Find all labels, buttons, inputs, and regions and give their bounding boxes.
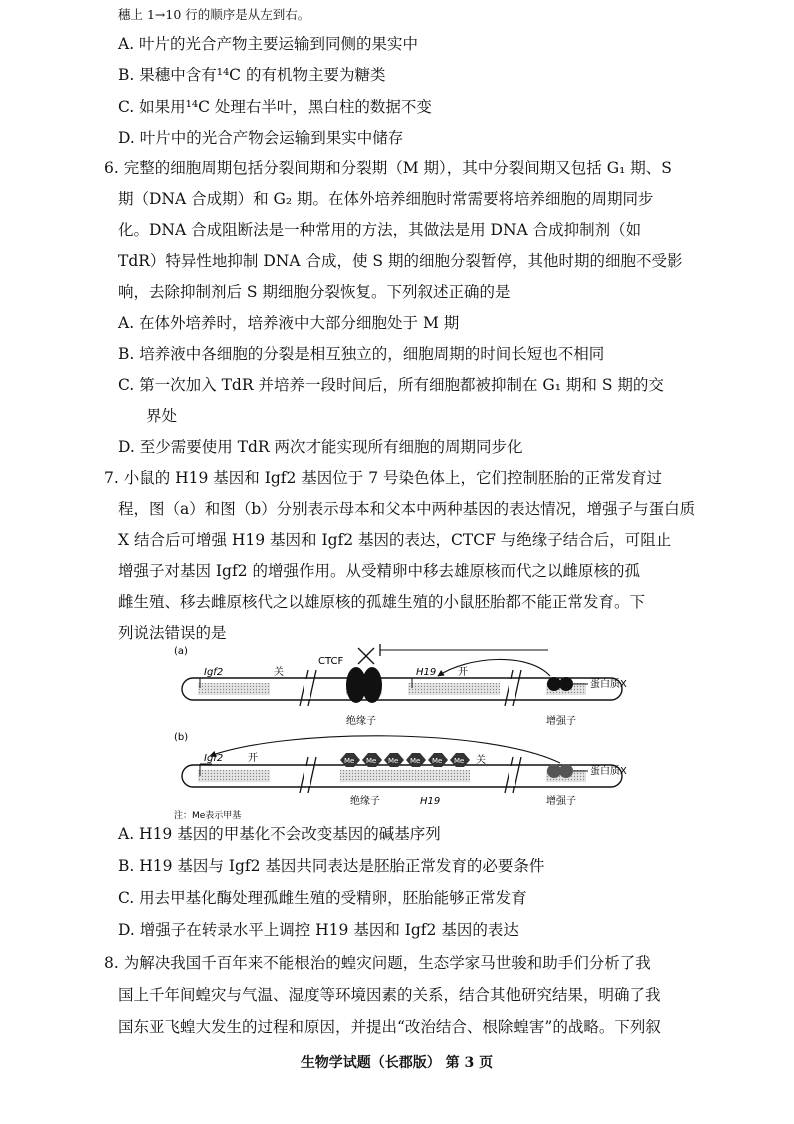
q6-stem: 6. 完整的细胞周期包括分裂间期和分裂期（M 期），其中分裂间期又包括 G₁ 期、S xyxy=(104,159,672,177)
igf2-gene-a xyxy=(198,683,270,695)
insulator-label-a: 绝缘子 xyxy=(346,716,376,727)
enhancer-label-a: 增强子 xyxy=(546,716,576,727)
h19-gene-a xyxy=(408,683,500,695)
methyl-label: Me xyxy=(388,757,399,765)
q6-stem: 化。DNA 合成阻断法是一种常用的方法，其做法是用 DNA 合成抑制剂（如 xyxy=(118,221,642,239)
q6-option-c: C. 第一次加入 TdR 并培养一段时间后，所有细胞都被抑制在 G₁ 期和 S 期的交 xyxy=(118,376,664,394)
q6-stem: 期（DNA 合成期）和 G₂ 期。在体外培养细胞时常需要将培养细胞的周期同步 xyxy=(118,190,654,208)
igf2-gene-b xyxy=(198,770,270,782)
q7-option-d: D. 增强子在转录水平上调控 H19 基因和 Igf2 基因的表达 xyxy=(118,921,519,939)
q5-option-a: A. 叶片的光合产物主要运输到同侧的果实中 xyxy=(118,35,419,53)
insulator-label-b: 绝缘子 xyxy=(350,796,380,807)
h19-label-b: H19 xyxy=(420,796,441,807)
q6-option-b: B. 培养液中各细胞的分裂是相互独立的，细胞周期的时间长短也不相同 xyxy=(118,345,605,363)
q7-stem: 雌生殖、移去雌原核代之以雄原核的孤雄生殖的小鼠胚胎都不能正常发育。下 xyxy=(118,593,646,611)
panel-b-label: (b) xyxy=(174,732,189,743)
q6-stem: TdR）特异性地抑制 DNA 合成，使 S 期的细胞分裂暂停，其他时期的细胞不受影 xyxy=(118,252,683,270)
ctcf-label: CTCF xyxy=(318,656,344,667)
q6-option-c-cont: 界处 xyxy=(146,407,178,425)
protein-x-label-b: 蛋白质X xyxy=(590,766,627,777)
q5-option-b: B. 果穗中含有¹⁴C 的有机物主要为糖类 xyxy=(118,66,386,84)
q7-stem: 增强子对基因 Igf2 的增强作用。从受精卵中移去雄原核而代之以雌原核的孤 xyxy=(118,562,640,580)
igf2-label-b: Igf2 xyxy=(204,753,224,764)
protein-x xyxy=(547,764,561,778)
protein-x xyxy=(547,677,561,691)
panel-a-label: (a) xyxy=(174,646,188,657)
h19-on-label: 开 xyxy=(458,667,468,678)
q7-stem: 7. 小鼠的 H19 基因和 Igf2 基因位于 7 号染色体上，它们控制胚胎的正常发育过 xyxy=(104,469,663,487)
q7-option-a: A. H19 基因的甲基化不会改变基因的碱基序列 xyxy=(118,825,441,843)
q7-stem: 列说法错误的是 xyxy=(118,624,227,642)
q7-option-c: C. 用去甲基化酶处理孤雌生殖的受精卵，胚胎能够正常发育 xyxy=(118,889,527,907)
gene-expression-diagram xyxy=(168,640,638,825)
ctcf-protein xyxy=(362,667,382,703)
h19-off-label: 关 xyxy=(476,755,486,766)
enhancer-label-b: 增强子 xyxy=(546,796,576,807)
q6-option-a: A. 在体外培养时，培养液中大部分细胞处于 M 期 xyxy=(118,314,460,332)
methyl-label: Me xyxy=(454,757,465,765)
q7-option-b: B. H19 基因与 Igf2 基因共同表达是胚胎正常发育的必要条件 xyxy=(118,857,545,875)
igf2-label-a: Igf2 xyxy=(204,667,224,678)
text-line: 穗上 1→10 行的顺序是从左到右。 xyxy=(118,7,311,22)
methyl-label: Me xyxy=(366,757,377,765)
q5-option-d: D. 叶片中的光合产物会运输到果实中储存 xyxy=(118,129,404,147)
q6-option-d: D. 至少需要使用 TdR 两次才能实现所有细胞的周期同步化 xyxy=(118,438,523,456)
protein-x xyxy=(559,764,573,778)
protein-x xyxy=(559,677,573,691)
q8-stem: 国上千年间蝗灾与气温、湿度等环境因素的关系，结合其他研究结果，明确了我 xyxy=(118,986,661,1004)
h19-label-a: H19 xyxy=(416,667,437,678)
q5-option-c: C. 如果用¹⁴C 处理右半叶，黑白柱的数据不变 xyxy=(118,98,432,116)
diagram-note: 注：Me表示甲基 xyxy=(174,811,242,821)
methyl-label: Me xyxy=(410,757,421,765)
igf2-on-label: 开 xyxy=(248,753,258,764)
q8-stem: 国东亚飞蝗大发生的过程和原因，并提出“改治结合、根除蝗害”的战略。下列叙 xyxy=(118,1018,661,1036)
q6-stem: 响，去除抑制剂后 S 期细胞分裂恢复。下列叙述正确的是 xyxy=(118,283,511,301)
methyl-label: Me xyxy=(432,757,443,765)
protein-x-label-a: 蛋白质X xyxy=(590,679,627,690)
methyl-label: Me xyxy=(344,757,355,765)
diagram-svg xyxy=(168,640,638,825)
page-footer: 生物学试题（长郡版） 第 3 页 xyxy=(300,1055,494,1071)
q7-stem: 程，图（a）和图（b）分别表示母本和父本中两种基因的表达情况，增强子与蛋白质 xyxy=(118,500,696,518)
q8-stem: 8. 为解决我国千百年来不能根治的蝗灾问题，生态学家马世骏和助手们分析了我 xyxy=(104,954,651,972)
igf2-off-label: 关 xyxy=(274,667,284,678)
q7-stem: X 结合后可增强 H19 基因和 Igf2 基因的表达，CTCF 与绝缘子结合后，可阻止 xyxy=(118,531,672,549)
